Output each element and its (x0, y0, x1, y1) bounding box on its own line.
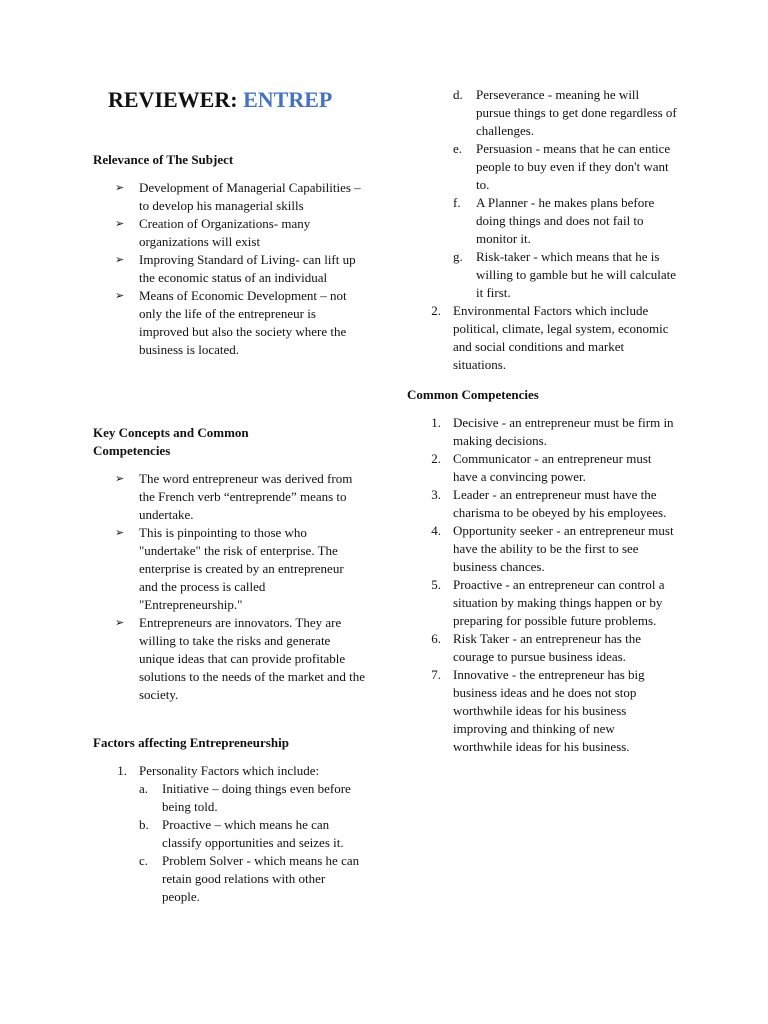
list-marker: e. (453, 141, 463, 156)
list-item (407, 86, 677, 140)
list-item (407, 486, 677, 522)
list-item (407, 140, 677, 194)
page-title-accent: ENTREP (243, 87, 333, 112)
page-title (108, 86, 332, 114)
competencies-heading: Common Competencies (407, 387, 539, 402)
list-item (407, 666, 677, 756)
list-item-text: Opportunity seeker - an entrepreneur must have the ability to be the first to see business chances. (453, 523, 674, 574)
list-item-text: Leader - an entrepreneur must have the charisma to be obeyed by his employees. (453, 487, 667, 520)
list-item (407, 248, 677, 302)
list-marker: 2. (431, 303, 441, 318)
list-marker: 4. (431, 523, 441, 538)
list-item: ➢ The word entrepreneur was derived from the French verb “entreprende” means to undertake. (93, 470, 365, 524)
list-item: ➢ Entrepreneurs are innovators. They are willing to take the risks and generate unique ideas that can provide profitable solutions to the needs of the market and the society. (93, 614, 365, 704)
list-item-text: Personality Factors which include: (139, 763, 320, 778)
list-item (93, 762, 365, 780)
list-marker: f. (453, 195, 461, 210)
list-marker: d. (453, 87, 463, 102)
list-item-text: Persuasion - means that he can entice people to buy even if they don't want to. (476, 141, 671, 192)
list-item-text: A Planner - he makes plans before doing things and does not fail to monitor it. (476, 195, 655, 246)
list-item-text: Environmental Factors which include political, climate, legal system, economic and social conditions and market situations. (453, 303, 669, 372)
list-marker: g. (453, 249, 463, 264)
list-marker: b. (139, 817, 149, 832)
list-item-text: Perseverance - meaning he will pursue things to get done regardless of challenges. (476, 87, 677, 138)
list-marker: a. (139, 781, 149, 796)
key-concepts-heading: Key Concepts and Common Competencies (93, 425, 249, 458)
competencies-list (407, 414, 677, 756)
list-marker: 3. (431, 487, 441, 502)
list-item-text: Risk-taker - which means that he is willing to gamble but he will calculate it first. (476, 249, 677, 300)
factors-list-continued (407, 86, 677, 374)
list-item (407, 630, 677, 666)
list-item (93, 852, 365, 906)
list-item-text: Communicator - an entrepreneur must have a convincing power. (453, 451, 652, 484)
list-item (93, 816, 365, 852)
list-item (407, 576, 677, 630)
list-item (407, 450, 677, 486)
list-marker: c. (139, 853, 149, 868)
list-marker: 2. (431, 451, 441, 466)
list-marker: 6. (431, 631, 441, 646)
list-item: ➢ Creation of Organizations- many organizations will exist (93, 215, 365, 251)
relevance-heading: Relevance of The Subject (93, 152, 234, 167)
list-item: ➢ This is pinpointing to those who "undertake" the risk of enterprise. The enterprise is created by an entrepreneur and the process is called "Entrepreneurship." (93, 524, 365, 614)
page-title-main: REVIEWER: (108, 87, 244, 112)
list-item-text: Initiative – doing things even before being told. (162, 781, 351, 814)
list-item (93, 780, 365, 816)
list-item: ➢ Means of Economic Development – not only the life of the entrepreneur is improved but also the society where the business is located. (93, 287, 365, 359)
list-marker: 1. (117, 763, 127, 778)
list-item-text: Proactive – which means he can classify opportunities and seizes it. (162, 817, 344, 850)
list-item: ➢ Development of Managerial Capabilities – to develop his managerial skills (93, 179, 365, 215)
list-item-text: Decisive - an entrepreneur must be firm in making decisions. (453, 415, 674, 448)
list-item-text: Risk Taker - an entrepreneur has the courage to pursue business ideas. (453, 631, 641, 664)
key-concepts-list (93, 470, 365, 704)
list-item (407, 414, 677, 450)
relevance-list (93, 179, 365, 359)
list-marker: 1. (431, 415, 441, 430)
list-item: ➢ Improving Standard of Living- can lift up the economic status of an individual (93, 251, 365, 287)
factors-heading: Factors affecting Entrepreneurship (93, 735, 289, 750)
list-item-text: Proactive - an entrepreneur can control a situation by making things happen or by preparing for possible future problems. (453, 577, 665, 628)
list-item-text: Problem Solver - which means he can retain good relations with other people. (162, 853, 360, 904)
list-item (407, 522, 677, 576)
list-marker: 5. (431, 577, 441, 592)
list-item-text: Innovative - the entrepreneur has big business ideas and he does not stop worthwhile ideas for his business improving and thinking of new worthwhile ideas for his business. (453, 667, 645, 754)
list-marker: 7. (431, 667, 441, 682)
list-item (407, 194, 677, 248)
list-item (407, 302, 677, 374)
factors-list (93, 762, 365, 906)
